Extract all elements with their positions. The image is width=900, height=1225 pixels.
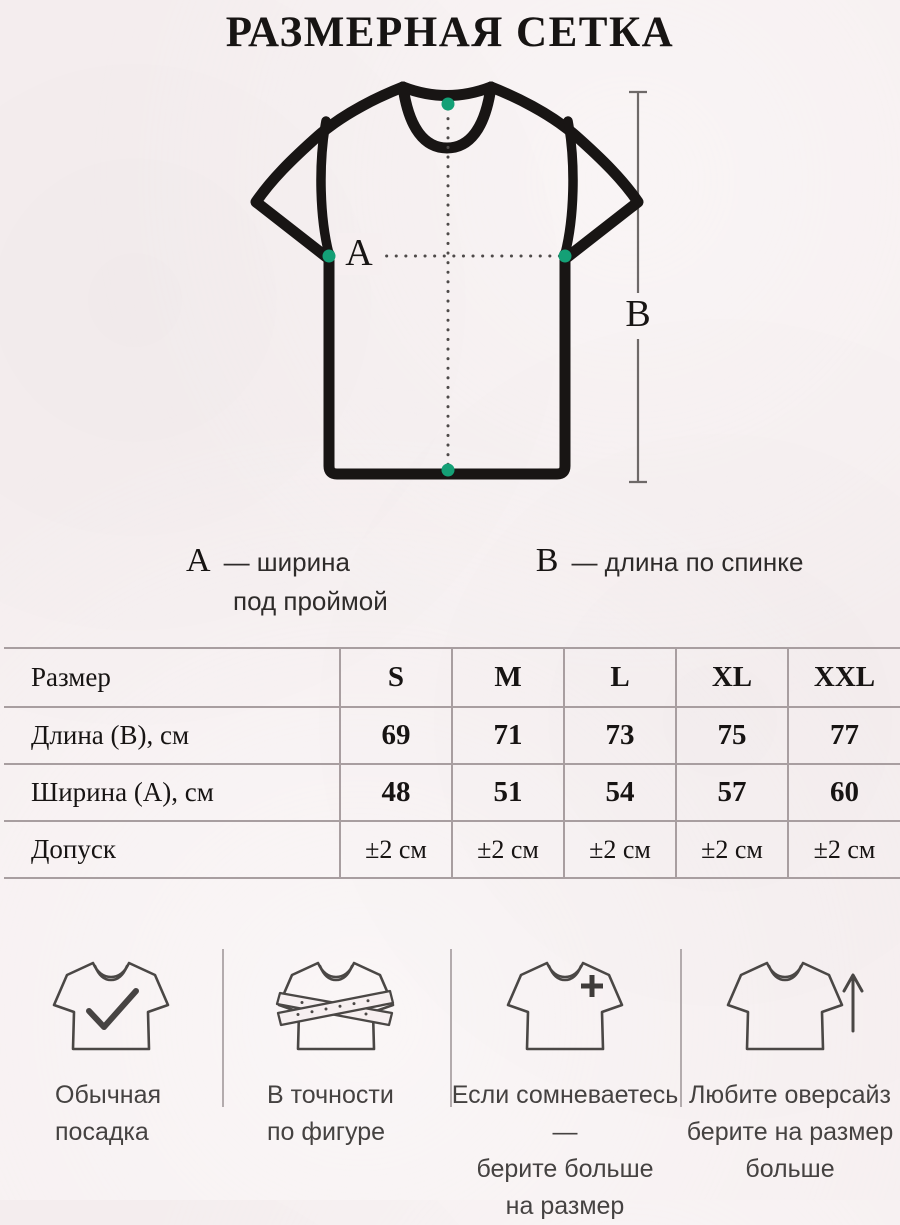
width-l: 54 (564, 764, 676, 821)
legend-b-text: — длина по спинке (571, 547, 804, 577)
fit-guide (0, 939, 900, 1225)
size-col-m: M (452, 648, 564, 707)
row-label-tolerance: Допуск (4, 821, 340, 878)
length-xxl: 77 (788, 707, 900, 764)
measure-label-a: A (345, 232, 373, 274)
width-m: 51 (452, 764, 564, 821)
tshirt-measurement-diagram (230, 67, 670, 497)
legend-item-a (186, 541, 388, 621)
size-col-xxl: XXL (788, 648, 900, 707)
tshirt-tape-icon (261, 951, 411, 1063)
page-title: РАЗМЕРНАЯ СЕТКА (225, 9, 675, 56)
length-m: 71 (452, 707, 564, 764)
width-s: 48 (340, 764, 452, 821)
size-col-xl: XL (676, 648, 788, 707)
length-l: 73 (564, 707, 676, 764)
measure-label-b: B (625, 293, 651, 335)
legend-b-letter: В (535, 542, 559, 579)
fit-caption-regular: Обычная посадка (55, 1081, 162, 1146)
fit-caption-exact: В точности по фигуре (267, 1081, 394, 1146)
row-label-length: Длина (В), см (4, 707, 340, 764)
size-col-s: S (340, 648, 452, 707)
fit-item-regular (0, 939, 222, 1225)
table-row-width (4, 764, 900, 821)
tshirt-check-icon (36, 951, 186, 1063)
tolerance-s: ±2 см (340, 821, 452, 878)
table-row-tolerance (4, 821, 900, 878)
size-col-l: L (564, 648, 676, 707)
tolerance-xl: ±2 см (676, 821, 788, 878)
legend-item-b (536, 541, 804, 582)
tolerance-m: ±2 см (452, 821, 564, 878)
tshirt-plus-icon (490, 951, 640, 1063)
tolerance-xxl: ±2 см (788, 821, 900, 878)
size-table (4, 647, 900, 879)
dotted-guides (329, 109, 565, 467)
legend-a-text2: под проймой (233, 586, 388, 616)
measure-line-b (629, 92, 647, 482)
fit-caption-size-up: Если сомневаетесь — берите больше на размер (451, 1081, 679, 1220)
tshirt-diagram-svg (230, 67, 670, 497)
size-table-header-label: Размер (4, 648, 340, 707)
length-xl: 75 (676, 707, 788, 764)
fit-item-size-up (450, 939, 680, 1225)
size-table-header-row (4, 648, 900, 707)
fit-item-exact (222, 939, 450, 1225)
table-row-length (4, 707, 900, 764)
length-s: 69 (340, 707, 452, 764)
fit-caption-oversize: Любите оверсайз берите на размер больше (686, 1081, 894, 1183)
tshirt-arrow-icon (715, 951, 865, 1063)
measure-points (323, 98, 572, 477)
legend-a-text1: — ширина (223, 547, 350, 577)
measurement-legend (186, 541, 900, 621)
fit-item-oversize (680, 939, 900, 1225)
width-xxl: 60 (788, 764, 900, 821)
row-label-width: Ширина (А), см (4, 764, 340, 821)
tolerance-l: ±2 см (564, 821, 676, 878)
legend-a-letter: А (186, 542, 211, 579)
width-xl: 57 (676, 764, 788, 821)
